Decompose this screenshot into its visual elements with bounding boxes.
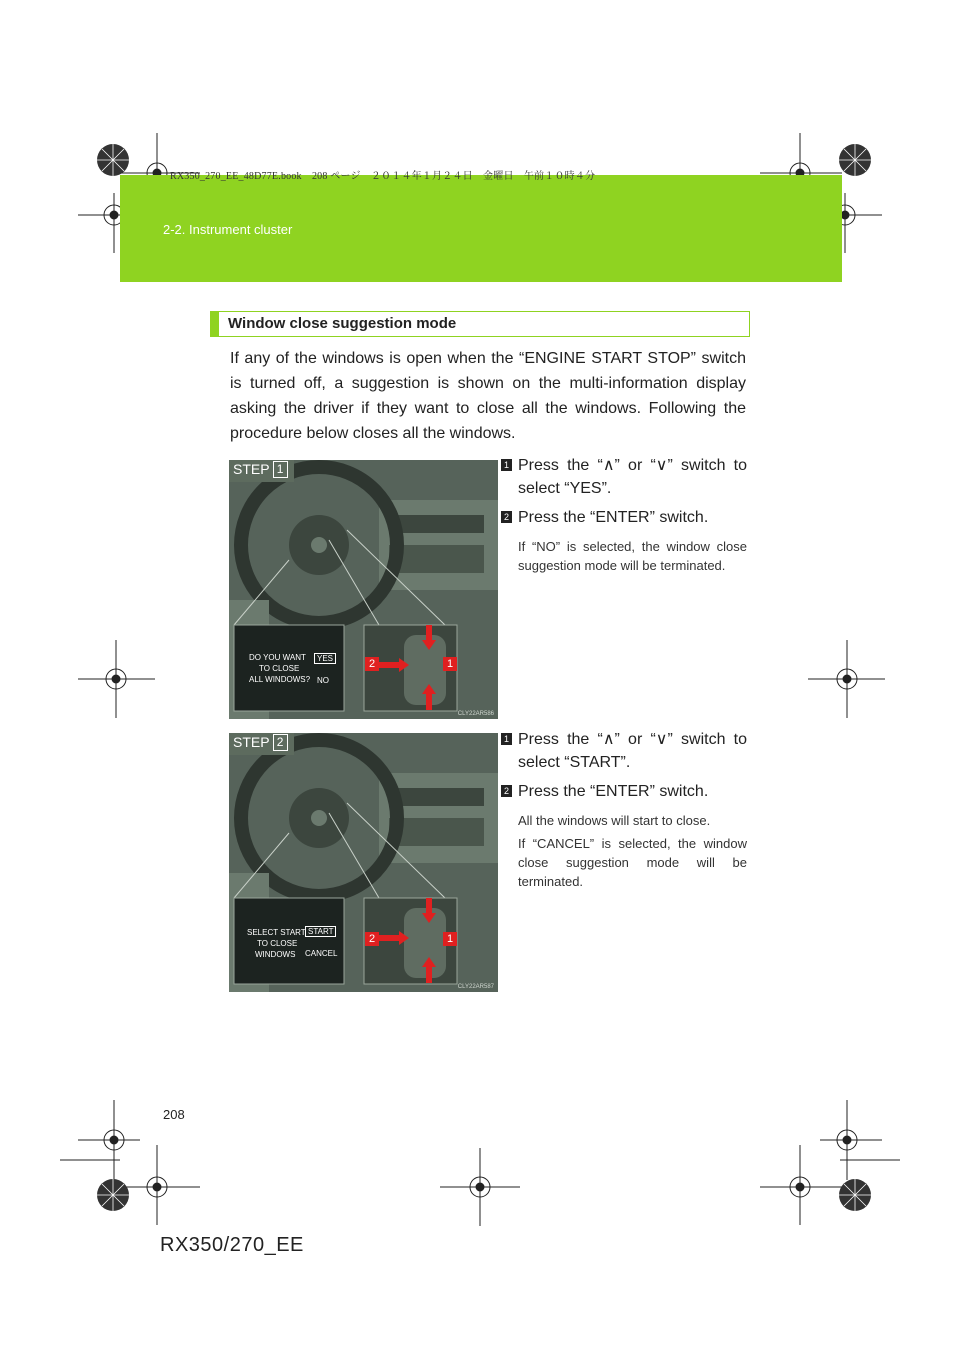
step2-display-line3: WINDOWS	[255, 950, 296, 959]
step1-figure	[229, 460, 498, 719]
step1-item-2-number: 2	[501, 511, 512, 523]
step2-display-text	[247, 927, 306, 960]
step2-item-2	[501, 780, 747, 803]
step1-callout-1: 1	[443, 657, 457, 671]
section-title-bar	[210, 311, 750, 337]
step2-item-1-text: Press the “∧” or “∨” switch to select “START”.	[518, 731, 747, 771]
step2-note-1: All the windows will start to close.	[518, 813, 711, 828]
intro-paragraph: If any of the windows is open when the “ENGINE START STOP” switch is turned off, a suggestion is shown on the multi-information display asking the driver if they want to close all the windows. Following the procedure below closes all the windows.	[230, 350, 746, 442]
step2-callout-1: 1	[443, 932, 457, 946]
page-number: 208	[163, 1107, 185, 1122]
step2-item-2-text: Press the “ENTER” switch.	[518, 783, 709, 800]
step1-option-yes: YES	[314, 653, 336, 664]
step1-item-2	[501, 506, 747, 529]
step1-instructions	[501, 454, 747, 575]
title-accent	[211, 312, 219, 336]
step1-option-no: NO	[317, 676, 329, 685]
step2-callout-2: 2	[365, 932, 379, 946]
step2-item-2-number: 2	[501, 785, 512, 797]
step1-display-line1: DO YOU WANT	[249, 653, 306, 662]
step2-figure	[229, 733, 498, 992]
step2-tab	[229, 733, 294, 755]
section-label: 2-2. Instrument cluster	[163, 222, 293, 237]
step2-figure-code: CLY22AR587	[457, 984, 494, 990]
step1-display-line3: ALL WINDOWS?	[249, 675, 311, 684]
step1-label: STEP	[233, 461, 270, 477]
step2-item-1	[501, 728, 747, 774]
step2-label: STEP	[233, 734, 270, 750]
step2-display-line1: SELECT START	[247, 928, 306, 937]
model-name: RX350/270_EE	[160, 1234, 304, 1256]
step2-item-1-number: 1	[501, 733, 512, 745]
step1-display-line2: TO CLOSE	[259, 664, 300, 673]
step1-item-2-text: Press the “ENTER” switch.	[518, 509, 709, 526]
section-title: Window close suggestion mode	[228, 315, 457, 332]
step2-instructions	[501, 728, 747, 891]
step1-figure-code: CLY22AR586	[457, 711, 494, 717]
book-stamp: RX350_270_EE_48D77E.book 208 ページ ２０１４年１月２４日 金曜日 午前１０時４分	[170, 171, 596, 182]
step1-item-1	[501, 454, 747, 500]
step1-tab	[229, 460, 294, 482]
step2-number: 2	[273, 734, 288, 751]
step1-item-1-number: 1	[501, 459, 512, 471]
step1-item-1-text: Press the “∧” or “∨” switch to select “YES”.	[518, 457, 747, 497]
step1-note-1: If “NO” is selected, the window close suggestion mode will be terminated.	[518, 539, 747, 573]
step2-display-line2: TO CLOSE	[257, 939, 298, 948]
step2-option-start: START	[305, 926, 336, 937]
step1-number: 1	[273, 461, 288, 478]
step2-option-cancel: CANCEL	[305, 949, 338, 958]
step2-note-2: If “CANCEL” is selected, the window close suggestion mode will be terminated.	[518, 836, 747, 889]
step1-callout-2: 2	[365, 657, 379, 671]
step1-display-text	[249, 652, 310, 685]
